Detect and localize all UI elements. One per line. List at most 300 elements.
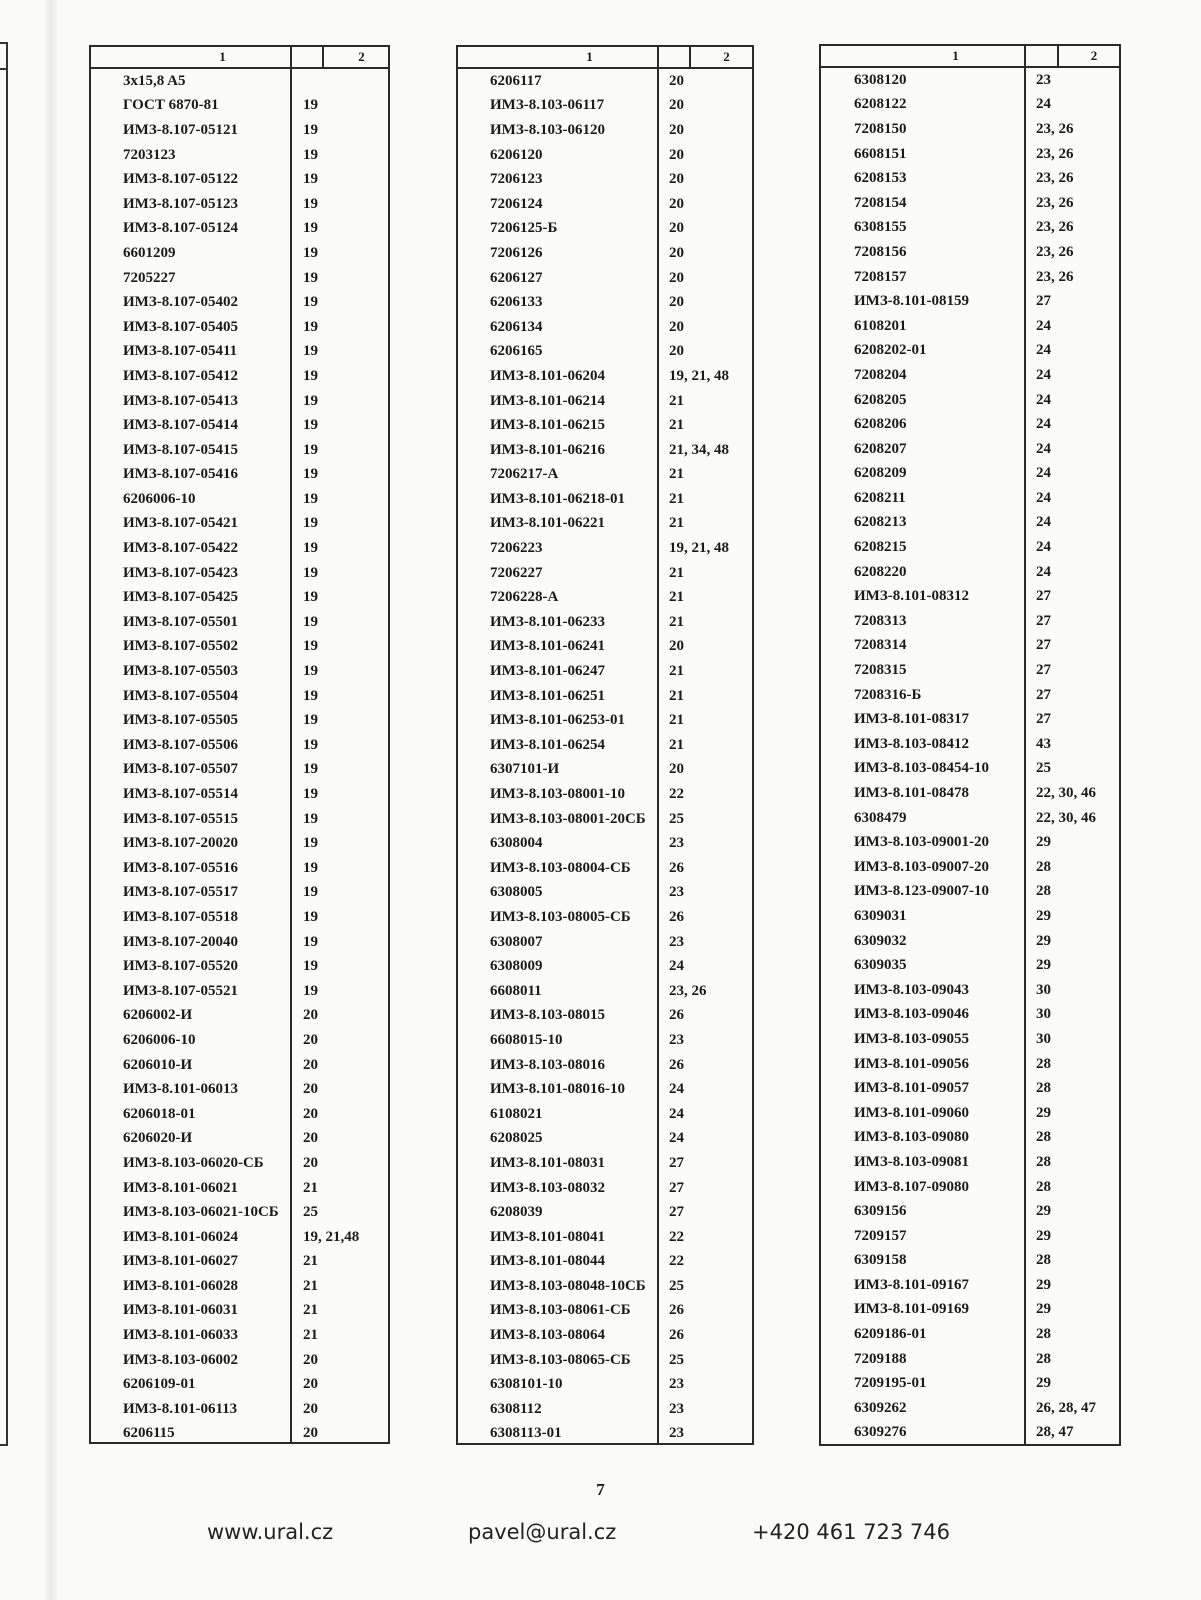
- table-row: [91, 290, 388, 315]
- table-row: [821, 1421, 1119, 1446]
- table-row: [91, 659, 388, 684]
- table-row: [458, 1200, 752, 1225]
- part-number-cell: ИМЗ-8.101-08016-10: [490, 1081, 625, 1098]
- table-row: [91, 610, 388, 635]
- page-reference-cell: 20: [669, 761, 684, 778]
- page-reference-cell: 25: [669, 1277, 684, 1294]
- part-number-cell: 6308004: [490, 835, 543, 852]
- part-number-cell: ИМЗ-8.101-08159: [854, 293, 969, 310]
- part-number-cell: ИМЗ-8.103-09081: [854, 1153, 969, 1170]
- previous-page-table-edge: [0, 42, 8, 1446]
- table-row: [821, 732, 1119, 757]
- part-number-cell: 6208209: [854, 465, 907, 482]
- table-row: [821, 855, 1119, 880]
- part-number-cell: ИМЗ-8.103-09080: [854, 1129, 969, 1146]
- table-row: [458, 340, 752, 365]
- part-number-cell: 6308009: [490, 958, 543, 975]
- page-reference-cell: 26: [669, 1056, 684, 1073]
- footer: [0, 1520, 1201, 1554]
- table-row: [91, 782, 388, 807]
- table-row: [821, 609, 1119, 634]
- part-number-cell: 6308005: [490, 884, 543, 901]
- part-number-cell: ИМЗ-8.107-05405: [123, 318, 238, 335]
- part-number-cell: ИМЗ-8.101-06028: [123, 1277, 238, 1294]
- page-reference-cell: 20: [303, 1400, 318, 1417]
- table-row: [821, 314, 1119, 339]
- part-number-cell: ИМЗ-8.107-05421: [123, 515, 238, 532]
- table-row: [821, 584, 1119, 609]
- part-number-cell: ИМЗ-8.103-08001-10: [490, 786, 625, 803]
- footer-website-link[interactable]: www.ural.cz: [207, 1520, 334, 1544]
- page-reference-cell: 21: [669, 663, 684, 680]
- page-reference-cell: 29: [1036, 1104, 1051, 1121]
- table-row: [458, 1299, 752, 1324]
- page-reference-cell: 20: [303, 1154, 318, 1171]
- page-reference-cell: 24: [669, 1081, 684, 1098]
- page-reference-cell: 26: [669, 859, 684, 876]
- table-row: [458, 143, 752, 168]
- table-row: [91, 217, 388, 242]
- part-number-cell: ИМЗ-8.107-09080: [854, 1178, 969, 1195]
- page-reference-cell: 20: [303, 1105, 318, 1122]
- part-number-cell: 7206126: [490, 244, 543, 261]
- table-row: [91, 1004, 388, 1029]
- page-reference-cell: 30: [1036, 1030, 1051, 1047]
- page-reference-cell: 24: [1036, 391, 1051, 408]
- page-reference-cell: 19: [303, 490, 318, 507]
- table-row: [458, 561, 752, 586]
- table-row: [458, 1323, 752, 1348]
- table-row: [91, 1225, 388, 1250]
- page-reference-cell: 43: [1036, 735, 1051, 752]
- page-reference-cell: 24: [1036, 465, 1051, 482]
- table-header: [91, 47, 388, 69]
- page-reference-cell: 19: [303, 171, 318, 188]
- part-number-cell: ИМЗ-8.101-06031: [123, 1302, 238, 1319]
- part-number-cell: ИМЗ-8.107-05504: [123, 687, 238, 704]
- page-reference-cell: 20: [669, 244, 684, 261]
- table-row: [91, 979, 388, 1004]
- table-row: [821, 904, 1119, 929]
- table-row: [91, 167, 388, 192]
- page-reference-cell: 21: [303, 1179, 318, 1196]
- table-row: [91, 1028, 388, 1053]
- page-reference-cell: 19: [303, 638, 318, 655]
- part-number-cell: ИМЗ-8.101-08041: [490, 1228, 605, 1245]
- page-reference-cell: 19: [303, 687, 318, 704]
- part-number-cell: ГОСТ 6870-81: [123, 97, 219, 114]
- page-reference-cell: 24: [1036, 342, 1051, 359]
- part-number-cell: 6208220: [854, 563, 907, 580]
- page-reference-cell: 20: [669, 220, 684, 237]
- table-row: [821, 830, 1119, 855]
- table-row: [91, 487, 388, 512]
- index-table-2: [456, 45, 754, 1445]
- table-row: [821, 806, 1119, 831]
- page-reference-cell: 23: [669, 1376, 684, 1393]
- page-reference-cell: 30: [1036, 981, 1051, 998]
- part-number-cell: ИМЗ-8.101-06216: [490, 441, 605, 458]
- table-row: [91, 1299, 388, 1324]
- page-reference-cell: 28: [1036, 1129, 1051, 1146]
- part-number-cell: 6308112: [490, 1400, 542, 1417]
- part-number-cell: ИМЗ-8.107-20040: [123, 933, 238, 950]
- part-number-cell: ИМЗ-8.107-05501: [123, 613, 238, 630]
- table-row: [821, 1175, 1119, 1200]
- part-number-cell: ИМЗ-8.101-08312: [854, 588, 969, 605]
- page-reference-cell: 19: [303, 835, 318, 852]
- part-number-cell: 6206120: [490, 146, 543, 163]
- part-number-cell: ИМЗ-8.103-08005-СБ: [490, 908, 631, 925]
- part-number-cell: 6208153: [854, 170, 907, 187]
- part-number-cell: ИМЗ-8.101-09060: [854, 1104, 969, 1121]
- part-number-cell: 7208313: [854, 612, 907, 629]
- part-number-cell: 6308113-01: [490, 1425, 562, 1442]
- page-reference-cell: 24: [669, 1130, 684, 1147]
- part-number-cell: ИМЗ-8.123-09007-10: [854, 883, 989, 900]
- page-reference-cell: 19: [303, 908, 318, 925]
- part-number-cell: 6206115: [123, 1425, 175, 1442]
- table-header: [458, 47, 752, 69]
- part-number-cell: ИМЗ-8.103-08004-СБ: [490, 859, 631, 876]
- page-reference-cell: 23: [669, 1400, 684, 1417]
- page-reference-cell: 20: [303, 1351, 318, 1368]
- table-row: [91, 192, 388, 217]
- page-reference-cell: 20: [669, 171, 684, 188]
- page-reference-cell: 24: [1036, 317, 1051, 334]
- page-reference-cell: 27: [1036, 662, 1051, 679]
- page-reference-cell: 19: [303, 663, 318, 680]
- part-number-cell: ИМЗ-8.103-08048-10СБ: [490, 1277, 646, 1294]
- page-reference-cell: 22, 30, 46: [1036, 809, 1096, 826]
- part-number-cell: ИМЗ-8.103-09043: [854, 981, 969, 998]
- part-number-cell: ИМЗ-8.101-06013: [123, 1081, 238, 1098]
- page-reference-cell: 19: [303, 466, 318, 483]
- page-reference-cell: 21, 34, 48: [669, 441, 729, 458]
- table-row: [821, 437, 1119, 462]
- table-row: [91, 389, 388, 414]
- table-row: [458, 954, 752, 979]
- part-number-cell: 6208025: [490, 1130, 543, 1147]
- index-table-3: [819, 44, 1121, 1446]
- table-body: [91, 69, 388, 1446]
- part-number-cell: ИМЗ-8.103-06120: [490, 121, 605, 138]
- table-row: [821, 1027, 1119, 1052]
- table-row: [821, 1322, 1119, 1347]
- page-reference-cell: 20: [669, 72, 684, 89]
- table-row: [458, 315, 752, 340]
- table-row: [91, 438, 388, 463]
- part-number-cell: ИМЗ-8.107-20020: [123, 835, 238, 852]
- part-number-cell: ИМЗ-8.107-05502: [123, 638, 238, 655]
- page-reference-cell: 19: [303, 441, 318, 458]
- table-row: [458, 930, 752, 955]
- table-row: [821, 560, 1119, 585]
- table-row: [458, 94, 752, 119]
- page-reference-cell: 27: [1036, 637, 1051, 654]
- table-row: [91, 364, 388, 389]
- table-row: [821, 781, 1119, 806]
- page-reference-cell: 23, 26: [669, 982, 707, 999]
- page-reference-cell: 24: [1036, 366, 1051, 383]
- table-row: [458, 708, 752, 733]
- page-reference-cell: 19: [303, 712, 318, 729]
- index-table-1: [89, 45, 390, 1444]
- table-row: [821, 166, 1119, 191]
- page-reference-cell: 28: [1036, 883, 1051, 900]
- part-number-cell: 7209188: [854, 1350, 907, 1367]
- part-number-cell: 6309158: [854, 1252, 907, 1269]
- page-reference-cell: 20: [669, 121, 684, 138]
- table-row: [458, 1397, 752, 1422]
- page-reference-cell: 23: [669, 1425, 684, 1442]
- table-row: [821, 1101, 1119, 1126]
- page-reference-cell: 23: [669, 933, 684, 950]
- part-number-cell: ИМЗ-8.103-08001-20СБ: [490, 810, 646, 827]
- page-reference-cell: 23: [1036, 71, 1051, 88]
- page-reference-cell: 20: [669, 294, 684, 311]
- part-number-cell: 7208316-Б: [854, 686, 922, 703]
- page-reference-cell: 27: [1036, 612, 1051, 629]
- table-row: [821, 1150, 1119, 1175]
- table-row: [91, 1397, 388, 1422]
- page-reference-cell: 22: [669, 1253, 684, 1270]
- page-reference-cell: 25: [669, 1351, 684, 1368]
- page-binding-gutter: [44, 0, 58, 1600]
- page-reference-cell: 19: [303, 195, 318, 212]
- table-row: [821, 412, 1119, 437]
- table-row: [458, 118, 752, 143]
- table-row: [821, 1003, 1119, 1028]
- part-number-cell: ИМЗ-8.103-08015: [490, 1007, 605, 1024]
- footer-email-link[interactable]: pavel@ural.cz: [468, 1520, 617, 1544]
- part-number-cell: ИМЗ-8.101-08031: [490, 1154, 605, 1171]
- page-reference-cell: 24: [1036, 440, 1051, 457]
- page-reference-cell: 20: [669, 146, 684, 163]
- table-row: [458, 438, 752, 463]
- table-row: [458, 807, 752, 832]
- page-reference-cell: 20: [303, 1031, 318, 1048]
- part-number-cell: ИМЗ-8.107-05123: [123, 195, 238, 212]
- part-number-cell: ИМЗ-8.103-09001-20: [854, 834, 989, 851]
- part-number-cell: 7208154: [854, 194, 907, 211]
- part-number-cell: ИМЗ-8.101-06024: [123, 1228, 238, 1245]
- part-number-cell: 6206010-И: [123, 1056, 193, 1073]
- page-reference-cell: 26: [669, 1327, 684, 1344]
- part-number-cell: ИМЗ-8.103-08454-10: [854, 760, 989, 777]
- page-reference-cell: 25: [1036, 760, 1051, 777]
- part-number-cell: 7206227: [490, 564, 543, 581]
- table-row: [91, 315, 388, 340]
- page-reference-cell: 28: [1036, 1326, 1051, 1343]
- part-number-cell: 6208122: [854, 96, 907, 113]
- table-row: [91, 930, 388, 955]
- table-row: [458, 389, 752, 414]
- page-reference-cell: 24: [1036, 514, 1051, 531]
- table-row: [821, 363, 1119, 388]
- page-reference-cell: 19: [303, 786, 318, 803]
- page-reference-cell: 29: [1036, 932, 1051, 949]
- part-number-cell: ИМЗ-8.107-05402: [123, 294, 238, 311]
- table-row: [458, 364, 752, 389]
- header-col-1: 1: [458, 47, 691, 67]
- table-row: [821, 634, 1119, 659]
- part-number-cell: 7209157: [854, 1227, 907, 1244]
- part-number-cell: 6608151: [854, 145, 907, 162]
- table-row: [91, 512, 388, 537]
- part-number-cell: ИМЗ-8.101-06233: [490, 613, 605, 630]
- part-number-cell: 6206006-10: [123, 490, 196, 507]
- table-row: [458, 758, 752, 783]
- table-row: [458, 487, 752, 512]
- part-number-cell: ИМЗ-8.101-06218-01: [490, 490, 625, 507]
- table-row: [821, 683, 1119, 708]
- page-reference-cell: 20: [669, 195, 684, 212]
- page-reference-cell: 28: [1036, 1055, 1051, 1072]
- page-reference-cell: 21: [669, 564, 684, 581]
- table-row: [91, 881, 388, 906]
- page-reference-cell: 23: [669, 884, 684, 901]
- part-number-cell: 6208202-01: [854, 342, 927, 359]
- part-number-cell: ИМЗ-8.107-05425: [123, 589, 238, 606]
- page-reference-cell: 23: [669, 835, 684, 852]
- page-reference-cell: 27: [669, 1204, 684, 1221]
- table-row: [91, 266, 388, 291]
- part-number-cell: ИМЗ-8.107-05414: [123, 417, 238, 434]
- table-row: [821, 1249, 1119, 1274]
- table-row: [91, 856, 388, 881]
- table-row: [821, 929, 1119, 954]
- part-number-cell: 6206109-01: [123, 1376, 196, 1393]
- page-reference-cell: 28: [1036, 1080, 1051, 1097]
- table-row: [458, 413, 752, 438]
- table-row: [91, 1250, 388, 1275]
- table-row: [821, 289, 1119, 314]
- page-reference-cell: 19: [303, 146, 318, 163]
- page-reference-cell: 19: [303, 417, 318, 434]
- part-number-cell: 6309262: [854, 1399, 907, 1416]
- page-reference-cell: 21: [669, 613, 684, 630]
- page-reference-cell: 24: [1036, 539, 1051, 556]
- table-row: [458, 1372, 752, 1397]
- table-row: [91, 1176, 388, 1201]
- part-number-cell: 6308155: [854, 219, 907, 236]
- page-reference-cell: 28: [1036, 1350, 1051, 1367]
- table-row: [458, 610, 752, 635]
- table-row: [821, 265, 1119, 290]
- page-reference-cell: 20: [669, 269, 684, 286]
- page-reference-cell: 28: [1036, 1153, 1051, 1170]
- page-reference-cell: 22: [669, 786, 684, 803]
- page-reference-cell: 24: [669, 958, 684, 975]
- part-number-cell: 6208206: [854, 416, 907, 433]
- part-number-cell: ИМЗ-8.107-05517: [123, 884, 238, 901]
- page-reference-cell: 23, 26: [1036, 243, 1074, 260]
- part-number-cell: ИМЗ-8.107-05121: [123, 121, 238, 138]
- part-number-cell: ИМЗ-8.107-05122: [123, 171, 238, 188]
- part-number-cell: 6206134: [490, 318, 543, 335]
- part-number-cell: ИМЗ-8.103-09007-20: [854, 858, 989, 875]
- part-number-cell: ИМЗ-8.107-05422: [123, 540, 238, 557]
- part-number-cell: ИМЗ-8.101-06251: [490, 687, 605, 704]
- table-row: [821, 757, 1119, 782]
- part-number-cell: 6307101-И: [490, 761, 560, 778]
- table-row: [821, 388, 1119, 413]
- part-number-cell: ИМЗ-8.107-05521: [123, 982, 238, 999]
- page-reference-cell: 23, 26: [1036, 268, 1074, 285]
- table-row: [821, 216, 1119, 241]
- part-number-cell: ИМЗ-8.103-06117: [490, 97, 605, 114]
- part-number-cell: 7206125-Б: [490, 220, 558, 237]
- part-number-cell: ИМЗ-8.101-09167: [854, 1276, 969, 1293]
- part-number-cell: 6206006-10: [123, 1031, 196, 1048]
- page-reference-cell: 28: [1036, 1178, 1051, 1195]
- part-number-cell: 6309156: [854, 1203, 907, 1220]
- part-number-cell: ИМЗ-8.103-06020-СБ: [123, 1154, 264, 1171]
- page-reference-cell: 19: [303, 761, 318, 778]
- table-row: [91, 94, 388, 119]
- page-reference-cell: 20: [303, 1376, 318, 1393]
- page-reference-cell: 21: [669, 515, 684, 532]
- table-row: [821, 191, 1119, 216]
- part-number-cell: ИМЗ-8.101-09056: [854, 1055, 969, 1072]
- page-reference-cell: 19: [303, 220, 318, 237]
- page-reference-cell: 21: [669, 392, 684, 409]
- table-row: [91, 635, 388, 660]
- table-row: [821, 1396, 1119, 1421]
- page-reference-cell: 29: [1036, 834, 1051, 851]
- part-number-cell: ИМЗ-8.101-06033: [123, 1327, 238, 1344]
- table-body: [458, 69, 752, 1446]
- table-row: [821, 117, 1119, 142]
- page-reference-cell: 20: [303, 1425, 318, 1442]
- table-row: [821, 535, 1119, 560]
- page-reference-cell: 19: [303, 343, 318, 360]
- page-reference-cell: 19: [303, 859, 318, 876]
- table-row: [91, 1077, 388, 1102]
- part-number-cell: 6208211: [854, 489, 906, 506]
- page-reference-cell: 21: [303, 1253, 318, 1270]
- table-row: [821, 1052, 1119, 1077]
- page-reference-cell: 29: [1036, 1375, 1051, 1392]
- table-row: [821, 1347, 1119, 1372]
- page-reference-cell: 19: [303, 540, 318, 557]
- table-row: [458, 1127, 752, 1152]
- header-col-2: 2: [358, 49, 365, 64]
- part-number-cell: ИМЗ-8.107-05413: [123, 392, 238, 409]
- header-col-2: 2: [723, 49, 730, 64]
- page-reference-cell: 19: [303, 294, 318, 311]
- table-row: [91, 1372, 388, 1397]
- table-row: [91, 340, 388, 365]
- part-number-cell: 6208213: [854, 514, 907, 531]
- part-number-cell: ИМЗ-8.107-05514: [123, 786, 238, 803]
- table-row: [91, 241, 388, 266]
- part-number-cell: 6309276: [854, 1424, 907, 1441]
- page-reference-cell: 21: [303, 1277, 318, 1294]
- part-number-cell: 6308101-10: [490, 1376, 563, 1393]
- part-number-cell: ИМЗ-8.107-05516: [123, 859, 238, 876]
- part-number-cell: 6208207: [854, 440, 907, 457]
- part-number-cell: ИМЗ-8.103-08064: [490, 1327, 605, 1344]
- page-reference-cell: 24: [1036, 489, 1051, 506]
- part-number-cell: ИМЗ-8.103-08061-СБ: [490, 1302, 631, 1319]
- part-number-cell: ИМЗ-8.107-05515: [123, 810, 238, 827]
- table-row: [821, 1371, 1119, 1396]
- page-reference-cell: 19: [303, 982, 318, 999]
- page-reference-cell: 20: [669, 97, 684, 114]
- part-number-cell: 3x15,8 A5: [123, 72, 186, 89]
